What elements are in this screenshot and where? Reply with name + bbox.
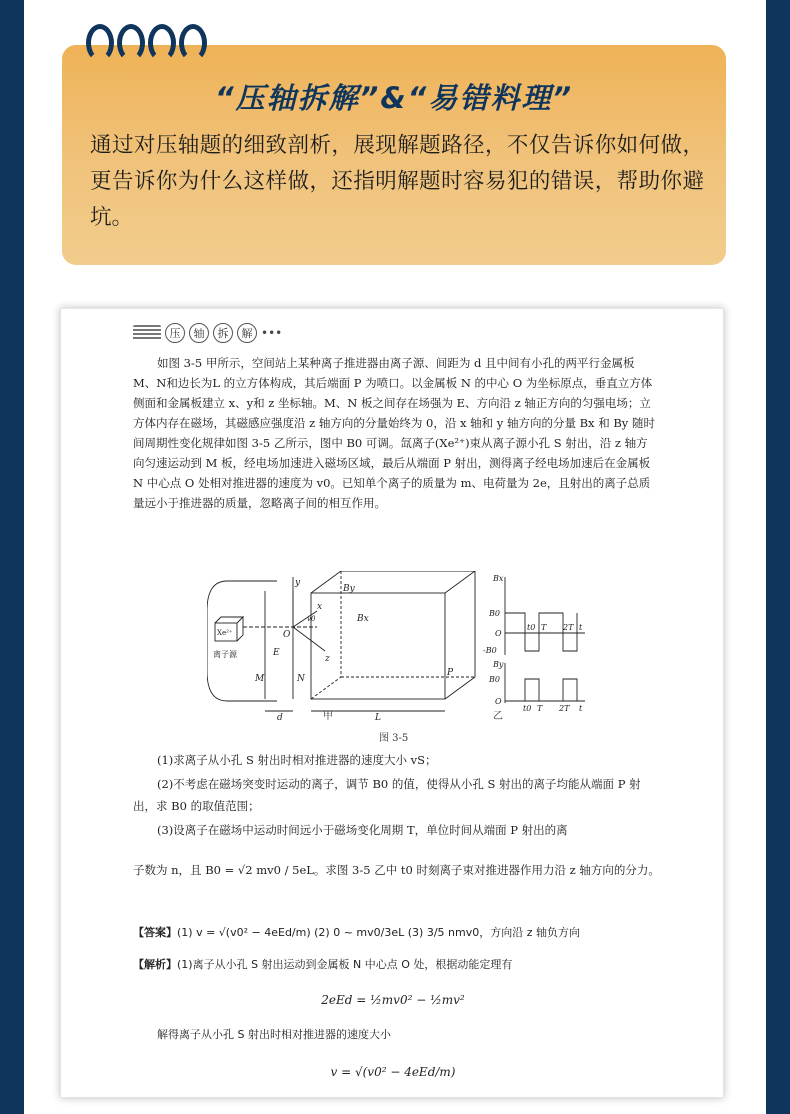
analysis-text: (1)离子从小孔 S 射出运动到金属板 N 中心点 O 处，根据动能定理有 — [177, 958, 513, 971]
answer-text: (1) v = √(v0² − 4eEd/m) (2) 0 ~ mv0/3eL (3) 3/5 nmv0，方向沿 z 轴负方向 — [177, 926, 580, 939]
card-description: 通过对压轴题的细致剖析，展现解题路径，不仅告诉你如何做，更告诉你为什么这样做，还指明解题时容易犯的错误，帮助你避坑。 — [90, 133, 704, 230]
cube-depth — [311, 571, 475, 699]
binder-rings — [86, 24, 207, 62]
field-label-by: By — [343, 584, 355, 594]
answer-label: 【答案】 — [133, 926, 177, 939]
binder-ring-icon — [117, 24, 145, 62]
graph-bottom-y-label: By — [493, 660, 504, 669]
graph-bottom-t: t — [579, 704, 583, 713]
question-2: (2)不考虑在磁场突变时运动的离子，调节 B0 的值，使得从小孔 S 射出的离子均能从端面 P 射出，求 B0 的取值范围； — [133, 777, 641, 813]
graph-top-b0: B0 — [489, 609, 500, 618]
equation-energy: 2eEd = ½mv0² − ½mv² — [321, 993, 465, 1007]
dim-label-l: L — [375, 713, 381, 721]
solve-text: 解得离子从小孔 S 射出时相对推进器的速度大小 — [157, 1028, 391, 1041]
cube-front — [311, 593, 445, 699]
graph-bottom-b0: B0 — [489, 675, 500, 684]
figure-caption: 图 3-5 — [379, 733, 409, 744]
field-label-bx: Bx — [357, 614, 369, 624]
field-label-e: E — [273, 648, 280, 658]
graph-top-wave — [505, 613, 577, 651]
graph-bottom-T: T — [537, 704, 543, 713]
axis-label-y: y — [295, 578, 301, 588]
graph-top-T: T — [541, 623, 547, 632]
graph-top-t: t — [579, 623, 583, 632]
logo-char: 解 — [237, 323, 257, 343]
analysis-block — [133, 955, 663, 975]
problem-statement: 如图 3-5 甲所示，空间站上某种离子推进器由离子源、间距为 d 且中间有小孔的两平行金属板M、N和边长为L 的立方体构成，其后端面 P 为喷口。以金属板 N 的中心 O 为坐标原点，垂直立方体侧面和金属板建立 x、y和 z 坐标轴。M、N 板之间存在场强为 E、方向沿 z 轴正方向的匀强电场；立方体内存在磁场，其磁感应强度沿 z 轴方向的分量始终为 0，沿 x 轴和 y 轴方向的分量 Bx 和 By 随时间周期性变化规律如图 3-5 乙所示，图中 B0 可调。氙离子(Xe²⁺)束从离子源小孔 S 射出，沿 z 轴方向匀速运动到 M 板，经电场加速进入磁场区域，最后从端面 P 射出，测得离子经电场加速后在金属板 N 中心点 O 处相对推进器的速度为 v0。已知单个离子的质量为 m、电荷量为 2e，且射出的离子总质量远小于推进器的质量，忽略离子间的相互作用。 — [133, 356, 655, 510]
binder-ring-icon — [148, 24, 176, 62]
question-1: (1)求离子从小孔 S 射出时相对推进器的速度大小 vS； — [157, 753, 437, 767]
face-label-p: P — [447, 668, 454, 678]
figure-label-right: 乙 — [493, 711, 503, 722]
plate-label-n: N — [297, 674, 305, 684]
figure-label-left: 甲 — [323, 711, 333, 722]
right-navy-border — [766, 0, 790, 1114]
graph-top-2T: 2T — [563, 623, 574, 632]
figure-left-apparatus — [207, 571, 475, 711]
binder-ring-icon — [179, 24, 207, 62]
source-label: 离子源 — [213, 650, 237, 659]
graph-bottom-t0: t0 — [523, 704, 532, 713]
origin-label: O — [283, 630, 291, 640]
document-sheet — [60, 308, 724, 1098]
axis-label-z: z — [325, 654, 330, 664]
logo-dots: ••• — [261, 326, 283, 340]
card-title: “压轴拆解”&“易错料理” — [215, 81, 573, 115]
z-axis — [293, 627, 325, 651]
answer-block — [133, 923, 663, 943]
binder-ring-icon — [86, 24, 114, 62]
cube-hidden — [311, 571, 475, 699]
graph-bottom-origin: O — [495, 697, 502, 706]
dim-label-d: d — [277, 713, 283, 721]
logo-char: 压 — [165, 323, 185, 343]
graph-top-neg-b0: -B0 — [483, 646, 497, 655]
graph-top-y-label: Bx — [493, 574, 504, 583]
section-logo — [133, 321, 282, 345]
question-3-line-2: 子数为 n，且 B0 = √2 mv0 / 5eL。求图 3-5 乙中 t0 时刻离子束对推进器作用力沿 z 轴方向的分力。 — [133, 863, 660, 877]
left-navy-border — [0, 0, 24, 1114]
graph-bottom-2T: 2T — [559, 704, 570, 713]
plate-label-m: M — [255, 674, 265, 684]
graph-bottom-wave — [505, 679, 577, 701]
graph-top-t0: t0 — [527, 623, 536, 632]
logo-char: 拆 — [213, 323, 233, 343]
figure-right-graphs — [505, 577, 585, 703]
velocity-label: v0 — [307, 615, 316, 623]
question-3-line-1: (3)设离子在磁场中运动时间远小于磁场变化周期 T，单位时间从端面 P 射出的离 — [157, 823, 568, 837]
figure-3-5 — [207, 571, 587, 721]
equation-velocity: v = √(v0² − 4eEd/m) — [330, 1065, 456, 1079]
xe-label: Xe²⁺ — [217, 629, 233, 637]
axis-label-x: x — [317, 602, 323, 612]
logo-char: 轴 — [189, 323, 209, 343]
analysis-label: 【解析】 — [133, 958, 177, 971]
book-stack-icon — [133, 325, 161, 341]
graph-top-origin: O — [495, 629, 502, 638]
